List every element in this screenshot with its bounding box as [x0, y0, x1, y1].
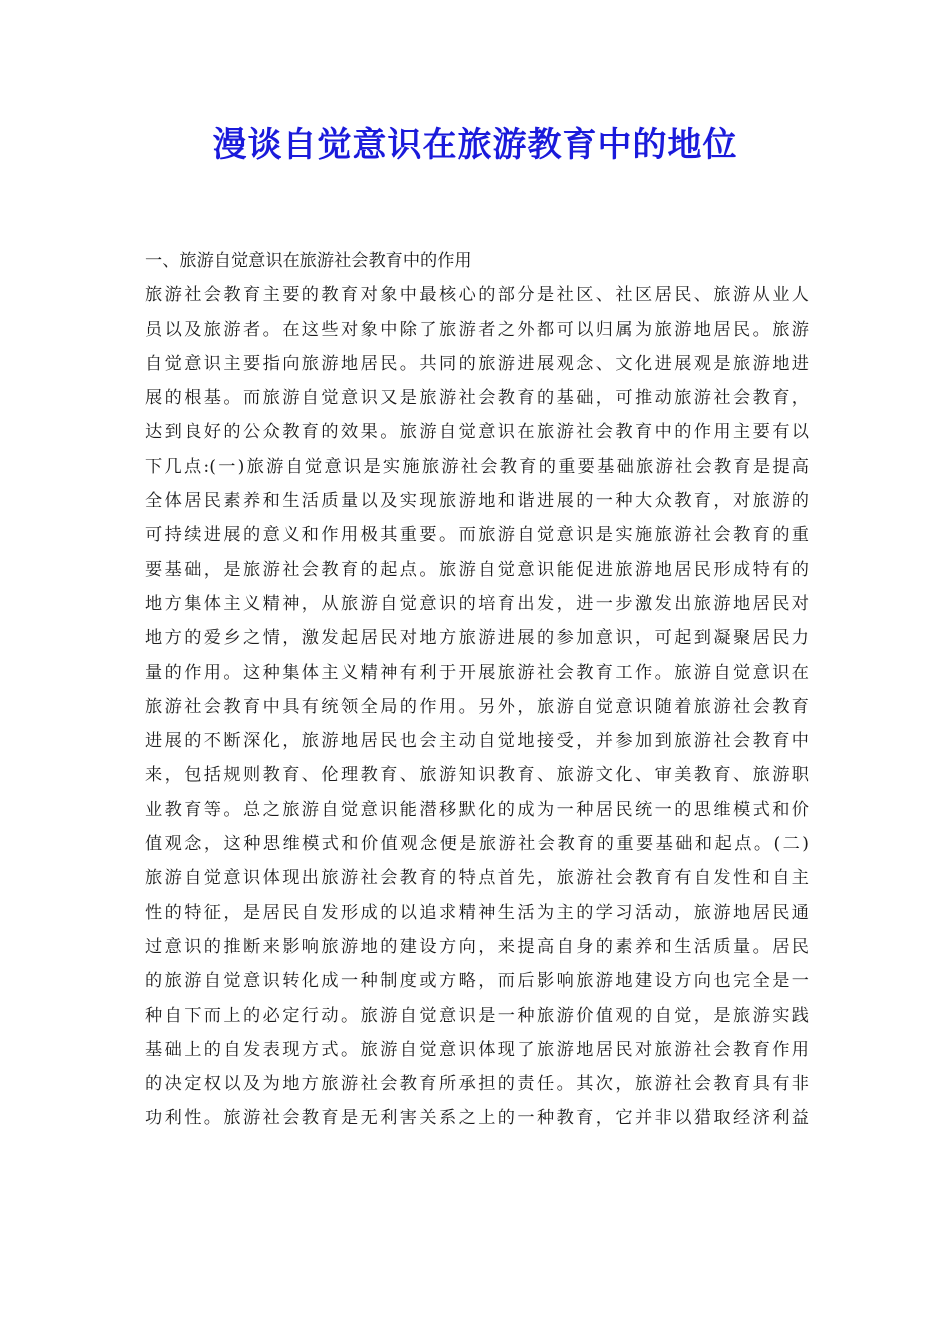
- paragraph-line: 进展的不断深化，旅游地居民也会主动自觉地接受，并参加到旅游社会教育中: [145, 731, 809, 752]
- document-title: 漫谈自觉意识在旅游教育中的地位: [212, 125, 738, 165]
- paragraph-line: 值观念，这种思维模式和价值观念便是旅游社会教育的重要基础和起点。(二): [145, 834, 809, 855]
- paragraph-line: 员以及旅游者。在这些对象中除了旅游者之外都可以归属为旅游地居民。旅游: [145, 319, 809, 340]
- paragraph-line: 种自下而上的必定行动。旅游自觉意识是一种旅游价值观的自觉，是旅游实践: [145, 1005, 809, 1026]
- paragraph-line: 展的根基。而旅游自觉意识又是旅游社会教育的基础，可推动旅游社会教育，: [145, 388, 809, 409]
- paragraph-line: 自觉意识主要指向旅游地居民。共同的旅游进展观念、文化进展观是旅游地进: [145, 353, 809, 374]
- paragraph-line: 来，包括规则教育、伦理教育、旅游知识教育、旅游文化、审美教育、旅游职: [145, 765, 809, 786]
- paragraph-line: 可持续进展的意义和作用极其重要。而旅游自觉意识是实施旅游社会教育的重: [145, 525, 809, 546]
- paragraph-line: 旅游自觉意识体现出旅游社会教育的特点首先，旅游社会教育有自发性和自主: [145, 868, 809, 889]
- paragraph-line: 业教育等。总之旅游自觉意识能潜移默化的成为一种居民统一的思维模式和价: [145, 799, 809, 820]
- paragraph-line: 旅游社会教育主要的教育对象中最核心的部分是社区、社区居民、旅游从业人: [145, 285, 809, 306]
- document-body: [145, 244, 809, 1136]
- paragraph-line: 要基础，是旅游社会教育的起点。旅游自觉意识能促进旅游地居民形成特有的: [145, 559, 809, 580]
- paragraph-line: 量的作用。这种集体主义精神有利于开展旅游社会教育工作。旅游自觉意识在: [145, 662, 809, 683]
- paragraph-line: 全体居民素养和生活质量以及实现旅游地和谐进展的一种大众教育，对旅游的: [145, 491, 809, 512]
- paragraph-line: 的旅游自觉意识转化成一种制度或方略，而后影响旅游地建设方向也完全是一: [145, 971, 809, 992]
- paragraph-line: 地方的爱乡之情，激发起居民对地方旅游进展的参加意识，可起到凝聚居民力: [145, 628, 809, 649]
- paragraph-line: 下几点:(一)旅游自觉意识是实施旅游社会教育的重要基础旅游社会教育是提高: [145, 456, 809, 477]
- paragraph-line: 基础上的自发表现方式。旅游自觉意识体现了旅游地居民对旅游社会教育作用: [145, 1039, 809, 1060]
- paragraph-line: 过意识的推断来影响旅游地的建设方向，来提高自身的素养和生活质量。居民: [145, 936, 809, 957]
- paragraph-line: 地方集体主义精神，从旅游自觉意识的培育出发，进一步激发出旅游地居民对: [145, 593, 809, 614]
- section-heading: 一、旅游自觉意识在旅游社会教育中的作用: [145, 251, 472, 271]
- paragraph-line: 性的特征，是居民自发形成的以追求精神生活为主的学习活动，旅游地居民通: [145, 902, 809, 923]
- paragraph-line: 功利性。旅游社会教育是无利害关系之上的一种教育，它并非以猎取经济利益: [145, 1108, 809, 1129]
- paragraph-line: 旅游社会教育中具有统领全局的作用。另外，旅游自觉意识随着旅游社会教育: [145, 696, 809, 717]
- paragraph-line: 达到良好的公众教育的效果。旅游自觉意识在旅游社会教育中的作用主要有以: [145, 422, 809, 443]
- paragraph-line: 的决定权以及为地方旅游社会教育所承担的责任。其次，旅游社会教育具有非: [145, 1074, 809, 1095]
